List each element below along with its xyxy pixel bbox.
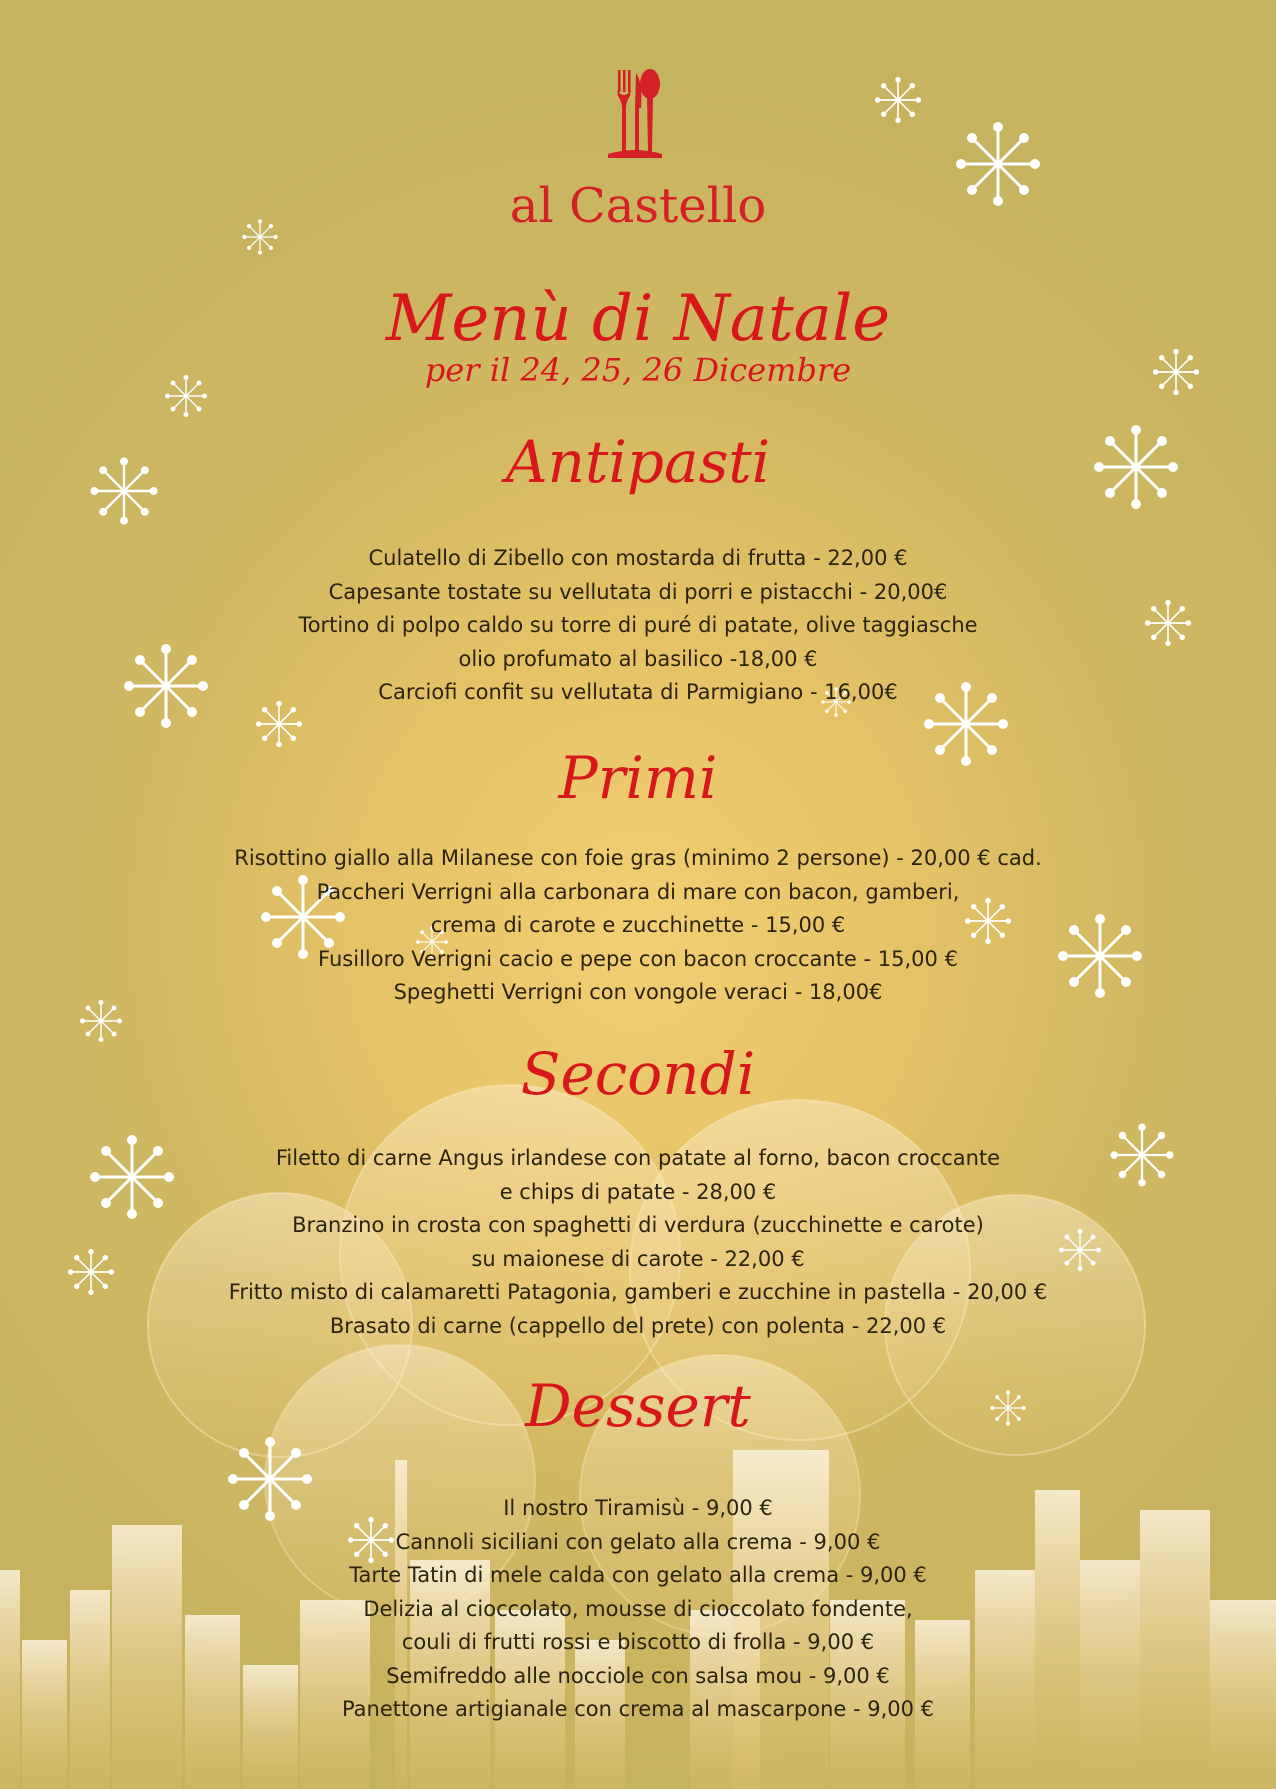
menu-subtitle: per il 24, 25, 26 Dicembre: [424, 351, 852, 389]
menu-item: Filetto di carne Angus irlandese con patate al forno, bacon croccante: [275, 1146, 1001, 1170]
menu-item: su maionese di carote - 22,00 €: [471, 1246, 805, 1271]
brand-name: al Castello: [509, 178, 767, 234]
menu-item: Speghetti Verrigni con vongole veraci - 18,00€: [393, 980, 883, 1004]
menu-item: crema di carote e zucchinette - 15,00 €: [430, 913, 846, 937]
menu-item: Risottino giallo alla Milanese con foie gras (minimo 2 persone) - 20,00 € cad.: [234, 846, 1042, 870]
menu-item: Cannoli siciliani con gelato alla crema - 9,00 €: [395, 1529, 881, 1554]
menu-title: Menù di Natale: [385, 282, 891, 356]
menu-item: olio profumato al basilico -18,00 €: [458, 646, 818, 671]
menu-item: Panettone artigianale con crema al mascarpone - 9,00 €: [341, 1697, 935, 1721]
menu-item: Delizia al cioccolato, mousse di cioccolato fondente,: [363, 1596, 913, 1621]
menu-item: Culatello di Zibello con mostarda di frutta - 22,00 €: [368, 546, 908, 570]
menu-item: Semifreddo alle nocciole con salsa mou - 9,00 €: [386, 1663, 890, 1688]
menu-item: e chips di patate - 28,00 €: [499, 1179, 777, 1204]
section-title-primi: Primi: [558, 744, 718, 812]
menu-item: Tarte Tatin di mele calda con gelato alla crema - 9,00 €: [349, 1563, 927, 1587]
fork-spoon-knife-icon: [560, 68, 710, 168]
section-title-secondi: Secondi: [520, 1040, 756, 1108]
menu-item: Branzino in crosta con spaghetti di verdura (zucchinette e carote): [292, 1213, 984, 1237]
menu-item: Carciofi confit su vellutata di Parmigiano - 16,00€: [378, 680, 898, 704]
menu-item: Fritto misto di calamaretti Patagonia, gamberi e zucchine in pastella - 20,00 €: [228, 1280, 1048, 1304]
section-items-primi: [0, 842, 1276, 1010]
section-title-antipasti: Antipasti: [505, 428, 771, 496]
menu-item: Paccheri Verrigni alla carbonara di mare con bacon, gamberi,: [316, 879, 960, 904]
section-items-dessert: [0, 1492, 1276, 1727]
section-title-dessert: Dessert: [525, 1372, 751, 1440]
menu-item: Capesante tostate su vellutata di porri e pistacchi - 20,00€: [328, 579, 948, 604]
menu-item: Il nostro Tiramisù - 9,00 €: [503, 1496, 773, 1520]
menu-item: Fusilloro Verrigni cacio e pepe con bacon croccante - 15,00 €: [318, 946, 958, 971]
menu-item: Brasato di carne (cappello del prete) con polenta - 22,00 €: [329, 1313, 947, 1338]
menu-item: couli di frutti rossi e biscotto di frolla - 9,00 €: [401, 1630, 875, 1654]
section-items-antipasti: [0, 542, 1276, 710]
menu-item: Tortino di polpo caldo su torre di puré di patate, olive taggiasche: [298, 613, 978, 637]
section-items-secondi: [0, 1142, 1276, 1343]
